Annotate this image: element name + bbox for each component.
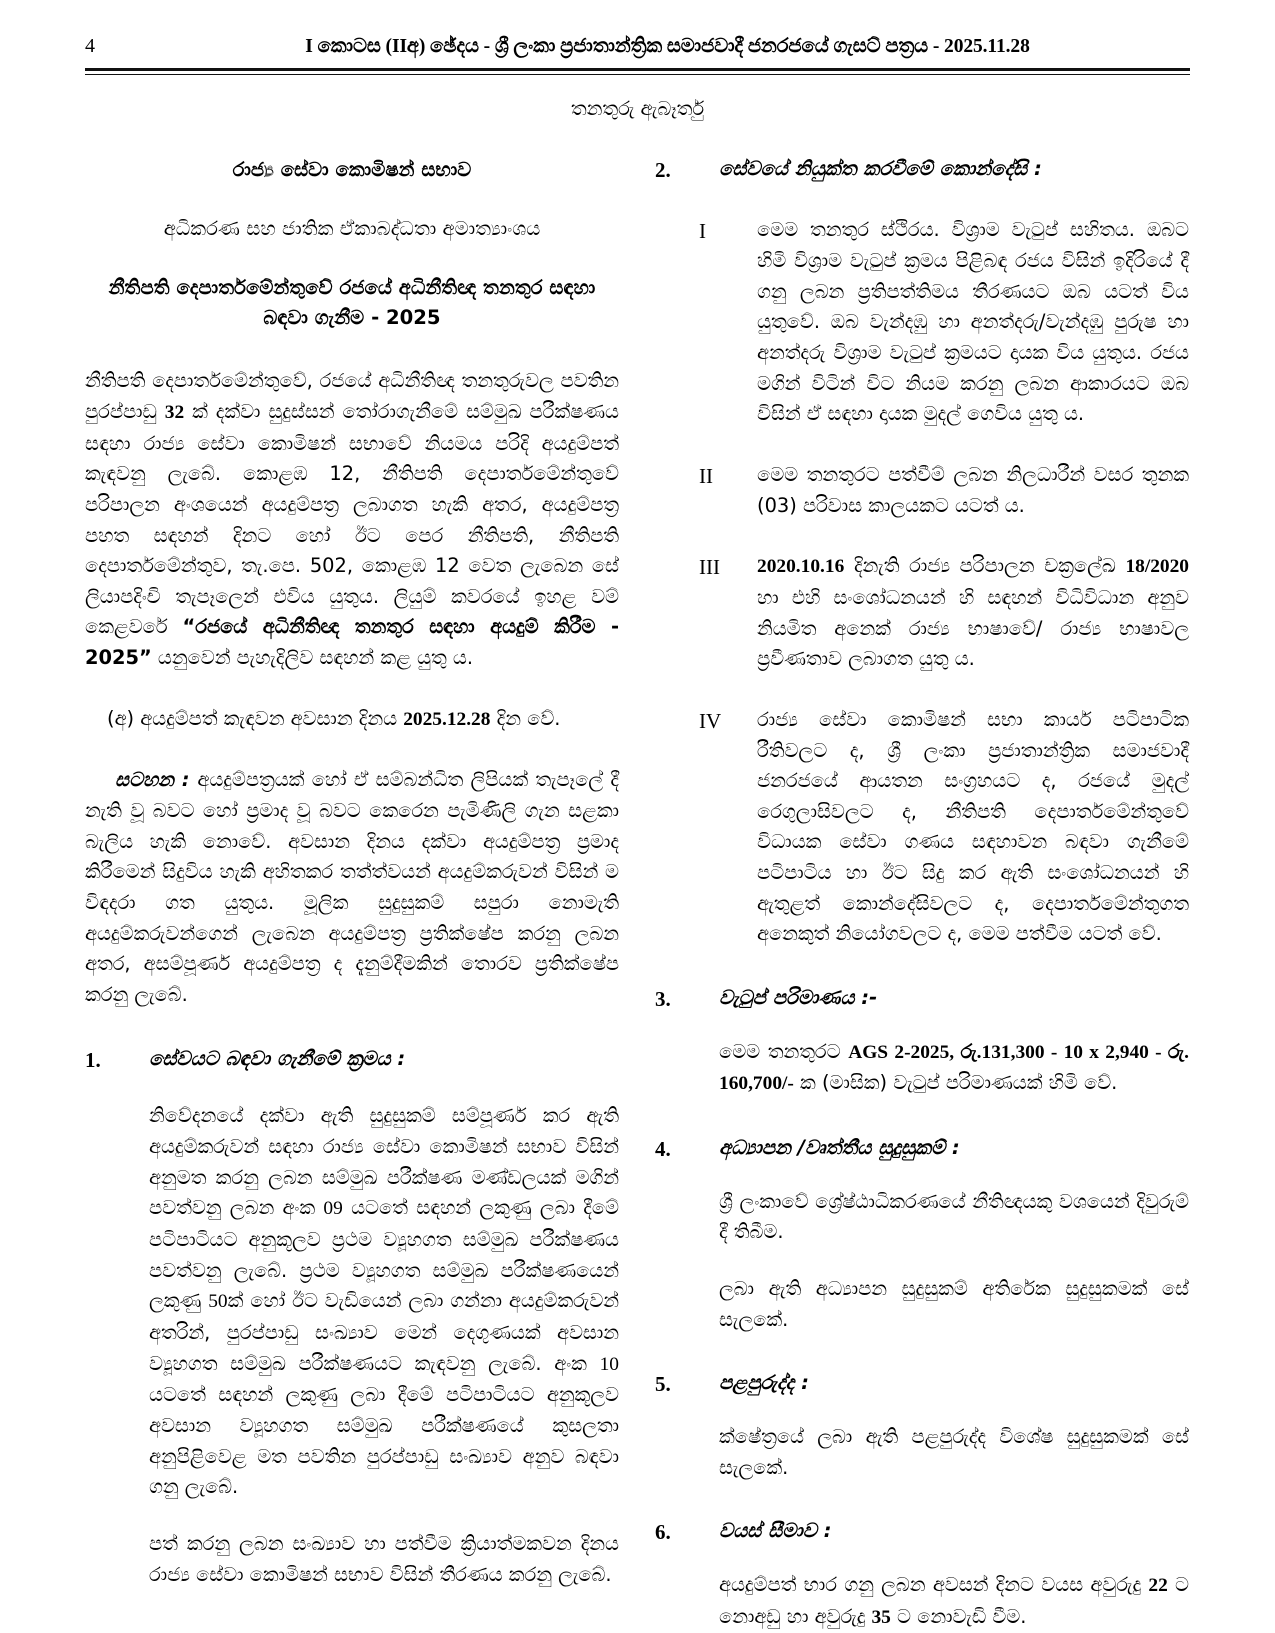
- section-3-heading: [655, 984, 1189, 1015]
- section-4-body: [655, 1187, 1189, 1336]
- section-2-item-II-text: මෙම තනතුරට පත්වීම් ලබන නිලධාරීන් වසර තුනක (03) පරිවාස කාලයකට යටත් ය.: [757, 462, 1189, 517]
- body-columns: [85, 155, 1190, 1633]
- right-column: [655, 155, 1189, 1633]
- s1-item-number-10: 10: [599, 1353, 619, 1375]
- section-2-item-I: [655, 215, 1189, 430]
- age-minimum: 22: [1148, 1574, 1168, 1596]
- roman-numeral-II: II: [699, 463, 713, 488]
- section-4-number: 4.: [655, 1137, 671, 1162]
- application-envelope-label: “රජයේ අධිනීතිඥ තනතුර සඳහා අයදුම් කිරීම - 2025”: [85, 615, 619, 670]
- s1-marks-threshold-50: 50: [208, 1291, 228, 1313]
- running-header: [85, 36, 1190, 64]
- note-paragraph: [85, 765, 619, 1010]
- ministry-name: අධිකරණ සහ ජාතික ඒකාබද්ධතා අමාත්‍යාංශය: [163, 217, 541, 241]
- intro-text-part-2: ක් දක්වා සුදුස්සන් තෝරාගැනීමේ සම්මුඛ පරීක්ෂණය සඳහා රාජ්‍ය සේවා කොමිෂන් සභාවේ නියමය පරිදි අයදුම්පත් කැඳවනු ලැබේ. කොළඹ 12, නීතිපති දෙපාර්තමේන්තුවේ පරිපාලන අංශයෙන් අයදුම්පත්‍ර ලබාගත හැකි අතර, අයදුම්පත්‍ර පහත සඳහන් දිනට හෝ ඊට පෙර නීතිපති, නීතිපති දෙපාර්තමේන්තුව, තැ.පෙ. 502, කොළඹ 12 වෙත ලැබෙන සේ ලියාපදිංචි තැපෑලෙන් එවිය යුතුය. ලියුම් කවරයේ ඉහළ වම් කෙළවරේ: [85, 399, 619, 639]
- section-4-heading: [655, 1134, 1189, 1165]
- vacancy-count: 32: [164, 401, 185, 423]
- section-2-title: සේවයේ නියුක්ත කරවීමේ කොන්දේසි :: [719, 156, 1042, 180]
- notice-heading-line-2: බඳවා ගැනීම - 2025: [263, 305, 441, 329]
- page-folio-number: 4: [85, 35, 95, 57]
- s2-iii-tail-text: හා එහි සංශෝධනයන් හි සඳහන් විධිවිධාන අනුව නියමිත අනෙක් රාජ්‍ය භාෂාවේ/ රාජ්‍ය භාෂාවල ප්‍රවීණතාව ලබාගත යුතු ය.: [757, 585, 1189, 671]
- note-body: අයදුම්පත්‍රයක් හෝ ඒ සම්බන්ධිත ලිපියක් තැපෑලේ දී නැති වූ බවට හෝ ප්‍රමාද වූ බවට කෙරෙන පැමිණිලි ගැන සළකා බැලිය හැකි නොවේ. අවසාන දිනය දක්වා අයදුම්පත්‍ර ප්‍රමාද කිරීමෙන් සිදුවිය හැකි අහිතකර තත්ත්වයන් අයදුම්කරුවන් විසින් ම විඳදරා ගත යුතුය. මූලික සුදුසුකම් සපුරා නොමැති අයදුම්කරුවන්ගෙන් ලැබෙන අයදුම්පත්‍ර ප්‍රතික්ෂේප කරනු ලබන අතර, අසම්පූර්ණ අයදුම්පත්‍ර ද දැනුම්දීමකින් තොරව ප්‍රතික්ෂේප කරනු ලැබේ.: [85, 768, 619, 1007]
- section-4-paragraph-1: ශ්‍රී ලංකාවේ ශ්‍රේෂ්ඨාධිකරණයේ නීතිඥයකු වශයෙන් දිවුරුම් දී තිබීම.: [719, 1189, 1189, 1244]
- section-1-paragraph-2: පත් කරනු ලබන සංඛ්‍යාව හා පත්වීම ක්‍රියාත්මකවන දිනය රාජ්‍ය සේවා කොමිෂන් සභාව විසින් තීරණය කරනු ලැබේ.: [149, 1531, 619, 1586]
- section-2-heading: [655, 155, 1189, 186]
- closing-date-prefix: (අ) අයදුම්පත් කැඳවන අවසාන දිනය: [107, 706, 404, 730]
- s1-text-part-2: යටතේ සඳහන් ලකුණු ලබා දීමේ පටිපාටියට අනුකූලව ප්‍රථම ව්‍යූහගත සම්මුඛ පරීක්ෂණය පවත්වනු ලැබේ. ප්‍රථම ව්‍යූහගත සම්මුඛ පරීක්ෂණයෙන් ලකුණු: [149, 1196, 619, 1313]
- section-2-item-II: [655, 460, 1189, 521]
- s1-text-part-1: නිවේදනයේ දක්වා ඇති සුදුසුකම් සම්පූර්ණ කර ඇති අයදුම්කරුවන් සඳහා රාජ්‍ය සේවා කොමිෂන් සභාව විසින් අනුමත කරනු ලබන සම්මුඛ පරීක්ෂණ මණ්ඩලයක් මගින් පවත්වනු ලබන අංක: [149, 1104, 619, 1220]
- section-2-item-III-text: [757, 551, 1189, 675]
- section-5-paragraph: ක්ෂේත්‍රයේ ලබා ඇති පළපුරුද්ද විශේෂ සුදුසුකමක් සේ සැලකේ.: [719, 1425, 1189, 1479]
- section-6-body: [655, 1570, 1189, 1633]
- section-1-paragraph-1: [149, 1101, 619, 1503]
- section-3-number: 3.: [655, 987, 671, 1012]
- closing-date-line: [85, 704, 619, 736]
- section-1-heading: [85, 1045, 619, 1076]
- section-5-body: [655, 1422, 1189, 1483]
- age-limit-paragraph: [719, 1570, 1189, 1633]
- section-5-title: පළපුරුද්ද :: [719, 1371, 809, 1395]
- age-mid-text: ට නොඅඩු හා අවුරුදු: [719, 1572, 1189, 1628]
- age-suffix: ට නොවැඩි වීම.: [890, 1604, 1027, 1628]
- circular-date: 2020.10.16: [757, 556, 845, 578]
- section-6-title: වයස් සීමාව :: [719, 1519, 832, 1543]
- section-2-item-I-text: මෙම තනතුර ස්ථිරය. විශ්‍රාම වැටුප් සහිතය. ඔබට හිමි විශ්‍රාම වැටුප් ක්‍රමය පිළිබඳ රජය විසින් ඉදිරියේ දී ගනු ලබන ප්‍රතිපත්තිමය තීරණයට ඔබ යටත් විය යුතුවේ. ඔබ වැන්දඹු හා අනත්දරු/වැන්දඹු පුරුෂ හා අනත්දරු විශ්‍රාම වැටුප් ක්‍රමයට දායක විය යුතුය. රජය මගින් විටින් විට නියම කරනු ලබන ආකාරයට ඔබ විසින් ඒ සඳහා දායක මුදල් ගෙවිය යුතු ය.: [757, 218, 1189, 426]
- section-1-number: 1.: [85, 1047, 101, 1072]
- left-column: [85, 155, 619, 1591]
- section-3-title: වැටුප් පරිමාණය :-: [719, 986, 878, 1010]
- section-5-number: 5.: [655, 1372, 671, 1397]
- commission-name: රාජ්‍ය සේවා කොමිෂන් සභාව: [232, 157, 472, 181]
- section-4-paragraph-2: ලබා ඇති අධ්‍යාපන සුදුසුකම් අතිරේක සුදුසුකමක් සේ සැලකේ.: [719, 1277, 1189, 1331]
- salary-prefix: මෙම තනතුරට: [719, 1039, 849, 1063]
- note-label: සටහන :: [115, 768, 198, 792]
- header-divider-rule: [85, 68, 1190, 75]
- closing-date-suffix: දින වේ.: [490, 706, 561, 730]
- age-maximum: 35: [871, 1606, 891, 1628]
- section-6-heading: [655, 1517, 1189, 1548]
- s1-item-number-09: 09: [323, 1198, 343, 1220]
- roman-numeral-IV: IV: [699, 708, 722, 733]
- section-2-item-IV: [655, 705, 1189, 950]
- circular-number: 18/2020: [1125, 556, 1189, 578]
- intro-text-part-3: යනුවෙන් පැහැදිලිව සඳහන් කළ යුතු ය.: [151, 646, 474, 670]
- section-1-body: [85, 1101, 619, 1590]
- section-1-title: සේවයට බඳවා ගැනීමේ ක්‍රමය :: [149, 1046, 406, 1070]
- s2-iii-mid-text: දිනැති රාජ්‍ය පරිපාලන චක්‍රලේඛ: [844, 554, 1126, 578]
- section-2-item-III: [655, 551, 1189, 675]
- age-prefix: අයදුම්පත් භාර ගනු ලබන අවසන් දිනට වයස අවුරුදු: [719, 1572, 1149, 1596]
- notice-heading-line-1: නීතිපති දෙපාර්තමේන්තුවේ රජයේ අධිනීතිඥ තනතුර සඳහා: [108, 276, 596, 300]
- s1-text-part-4: යටතේ සඳහන් ලකුණු ලබා දීමේ පටිපාටියට අනුකූලව අවසාන ව්‍යූහගත සම්මුඛ පරීක්ෂණයේ කුසලතා අනුපිළිවෙළ මත පවතින පුරප්පාඩු සංඛ්‍යාව අනුව බඳවා ගනු ලැබේ.: [149, 1383, 619, 1499]
- intro-text-part-1: නීතිපති දෙපාර්තමේන්තුවේ, රජයේ අධිනීතිඥ තනතුරුවල පවතින පුරප්පාඩු: [85, 369, 619, 423]
- closing-date-value: 2025.12.28: [403, 708, 491, 730]
- running-header-title: I කොටස (IIඅ) ඡේදය - ශ්‍රී ලංකා ප්‍රජාතාන්ත්‍රික සමාජවාදී ජනරජයේ ගැසට් පත්‍රය - 2025.11.28: [305, 36, 1030, 57]
- page-title: තනතුරු ඇබෑර්තු: [570, 97, 705, 120]
- section-5-heading: [655, 1369, 1189, 1400]
- roman-numeral-III: III: [699, 555, 720, 580]
- intro-paragraph: [85, 366, 619, 674]
- salary-suffix: ක (මාසික) වැටුප් පරිමාණයක් හිමි වේ.: [793, 1071, 1118, 1095]
- section-4-title: අධ්‍යාපන /වෘත්තීය සුදුසුකම් :: [719, 1136, 960, 1160]
- section-3-body: [655, 1037, 1189, 1100]
- salary-scale-value: AGS 2-2025, රු.131,300 - 10 x 2,940 - රු. 160,700/-: [719, 1041, 1189, 1095]
- section-6-number: 6.: [655, 1520, 671, 1545]
- notice-heading: [85, 273, 619, 332]
- roman-numeral-I: I: [699, 219, 706, 244]
- section-2-item-IV-text: රාජ්‍ය සේවා කොමිෂන් සභා කාර්ය පටිපාටික රීතිවලට ද, ශ්‍රී ලංකා ප්‍රජාතාන්ත්‍රික සමාජවාදී ජනරජයේ ආයතන සංග්‍රහයට ද, රජයේ මුදල් රෙගුලාසිවලට ද, නීතිපති දෙපාර්තමේන්තුවේ විධායක සේවා ගණය සඳහාවන බඳවා ගැනීමේ පටිපාටිය හා ඊට සිදු කර ඇති සංශෝධනයන් හි ඇතුළත් කොන්දේසිවලට ද, දෙපාර්තමේන්තුගත අනෙකුත් නියෝගවලට ද, මෙම පත්වීම යටත් වේ.: [757, 707, 1189, 946]
- salary-scale-paragraph: [719, 1037, 1189, 1100]
- s1-text-part-3: ක් හෝ ඊට වැඩියෙන් ලබා ගන්නා අයදුම්කරුවන් අතරින්, පුරප්පාඩු සංඛ්‍යාව මෙන් දෙගුණයක් අවසාන ව්‍යූහගත සම්මුඛ පරීක්ෂණයට කැඳවනු ලැබේ. අංක: [149, 1289, 620, 1375]
- section-2-number: 2.: [655, 157, 671, 182]
